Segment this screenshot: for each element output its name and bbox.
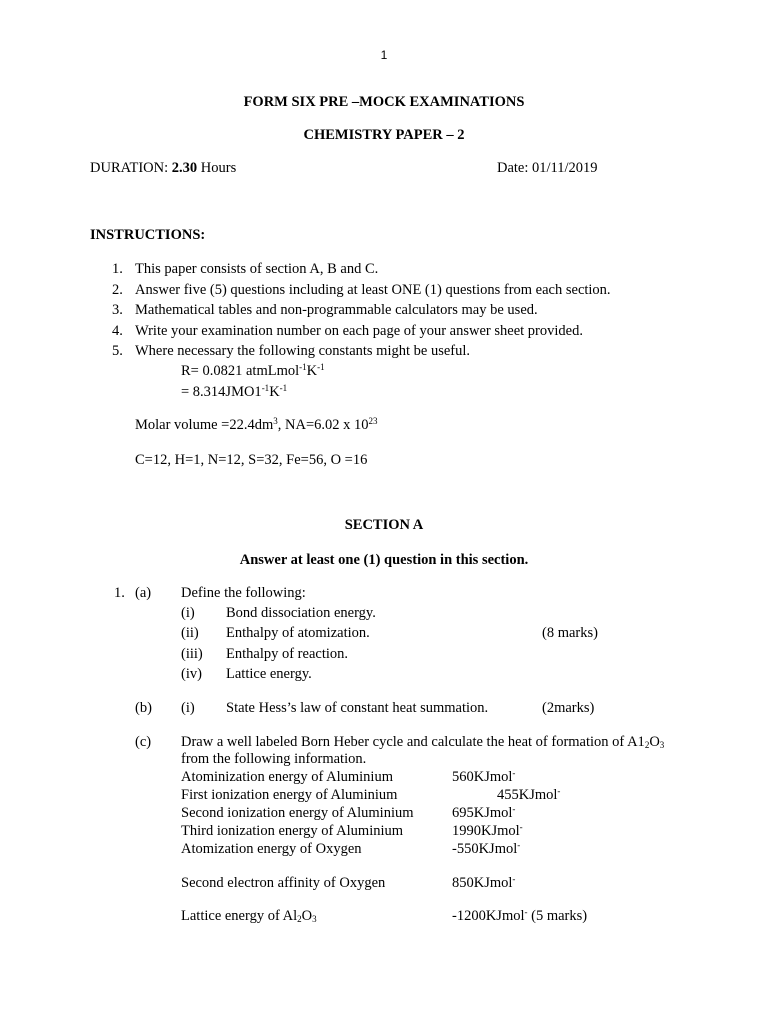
roman-numeral: (iv) bbox=[181, 666, 202, 682]
section-instruction: Answer at least one (1) question in this section. bbox=[239, 552, 529, 568]
instruction-text: This paper consists of section A, B and C. bbox=[135, 261, 379, 277]
section-title: SECTION A bbox=[344, 517, 424, 533]
definition-term: Enthalpy of atomization. bbox=[226, 625, 370, 641]
duration-value: 2.30 bbox=[171, 160, 198, 176]
part-c-marks: (5 marks) bbox=[527, 908, 588, 924]
part-a-label: (a) bbox=[135, 585, 152, 601]
instruction-number: 1. bbox=[112, 261, 123, 277]
energy-data-name: Third ionization energy of Aluminium bbox=[181, 823, 404, 839]
definition-term: Bond dissociation energy. bbox=[226, 605, 376, 621]
energy-data-value: 1990KJmol- bbox=[452, 822, 523, 839]
energy-data-value: 560KJmol- bbox=[452, 768, 516, 785]
part-c-text-line2: from the following information. bbox=[181, 751, 367, 767]
energy-data-name: Second electron affinity of Oxygen bbox=[181, 875, 386, 891]
gas-constant-joule: = $8.314JMO1^{-1}K^{-1}$ bbox=[181, 383, 288, 400]
instruction-number: 3. bbox=[112, 302, 123, 318]
instruction-text: Where necessary the following constants might be useful. bbox=[135, 343, 471, 359]
paper-subtitle: CHEMISTRY PAPER – 2 bbox=[303, 127, 465, 143]
exam-title: FORM SIX PRE –MOCK EXAMINATIONS bbox=[243, 94, 525, 110]
roman-numeral: (i) bbox=[181, 700, 195, 716]
part-c-label: (c) bbox=[135, 734, 152, 750]
roman-numeral: (iii) bbox=[181, 646, 203, 662]
roman-numeral: (i) bbox=[181, 605, 195, 621]
atomic-masses: C=12, H=1, N=12, S=32, Fe=56, O =16 bbox=[135, 452, 368, 468]
instruction-number: 4. bbox=[112, 323, 123, 339]
roman-numeral: (ii) bbox=[181, 625, 199, 641]
lattice-energy-label: Lattice energy of $Al_2O_3$ bbox=[181, 908, 317, 924]
instruction-text: Write your examination number on each page of your answer sheet provided. bbox=[135, 323, 583, 339]
duration-label: DURATION: bbox=[90, 160, 172, 176]
instruction-text: Answer five (5) questions including at least ONE (1) questions from each section. bbox=[135, 282, 611, 298]
gas-constant-atm: R= 0.0821 $atmLmol^{-1}K^{-1}$ bbox=[181, 362, 325, 379]
instruction-text: Mathematical tables and non-programmable calculators may be used. bbox=[135, 302, 538, 318]
part-a-text: Define the following: bbox=[181, 585, 306, 601]
definition-term: Lattice energy. bbox=[226, 666, 312, 682]
instructions-heading: INSTRUCTIONS: bbox=[90, 227, 206, 243]
duration-unit: Hours bbox=[197, 160, 237, 176]
energy-data-value: 695KJmol- bbox=[452, 804, 516, 821]
lattice-energy-value: -1200KJmol- (5 marks) bbox=[452, 907, 588, 924]
molar-volume-constant: Molar volume $=22.4dm^3$, NA=6.02 x $10^{23}$ bbox=[135, 416, 378, 433]
exam-date: Date: 01/11/2019 bbox=[497, 160, 598, 176]
energy-data-name: Atominization energy of Aluminium bbox=[181, 769, 393, 785]
energy-data-name: Atomization energy of Oxygen bbox=[181, 841, 362, 857]
energy-data-value: 455KJmol- bbox=[497, 786, 561, 803]
part-b-label: (b) bbox=[135, 700, 152, 716]
instruction-number: 5. bbox=[112, 343, 123, 359]
part-b-text: State Hess’s law of constant heat summation. bbox=[226, 700, 489, 716]
instruction-number: 2. bbox=[112, 282, 123, 298]
question-number: 1. bbox=[114, 585, 125, 601]
energy-data-name: Second ionization energy of Aluminium bbox=[181, 805, 414, 821]
energy-data-value: 850KJmol- bbox=[452, 874, 516, 891]
part-c-text: Draw a well labeled Born Heber cycle and calculate the heat of formation of $A1_2O_3$ bbox=[181, 734, 665, 750]
duration bbox=[90, 161, 236, 177]
part-a-marks: (8 marks) bbox=[542, 625, 598, 641]
definition-term: Enthalpy of reaction. bbox=[226, 646, 348, 662]
energy-data-name: First ionization energy of Aluminium bbox=[181, 787, 398, 803]
energy-data-value: -550KJmol- bbox=[452, 840, 521, 857]
part-b-marks: (2marks) bbox=[542, 700, 595, 716]
page-number: 1 bbox=[380, 48, 388, 62]
